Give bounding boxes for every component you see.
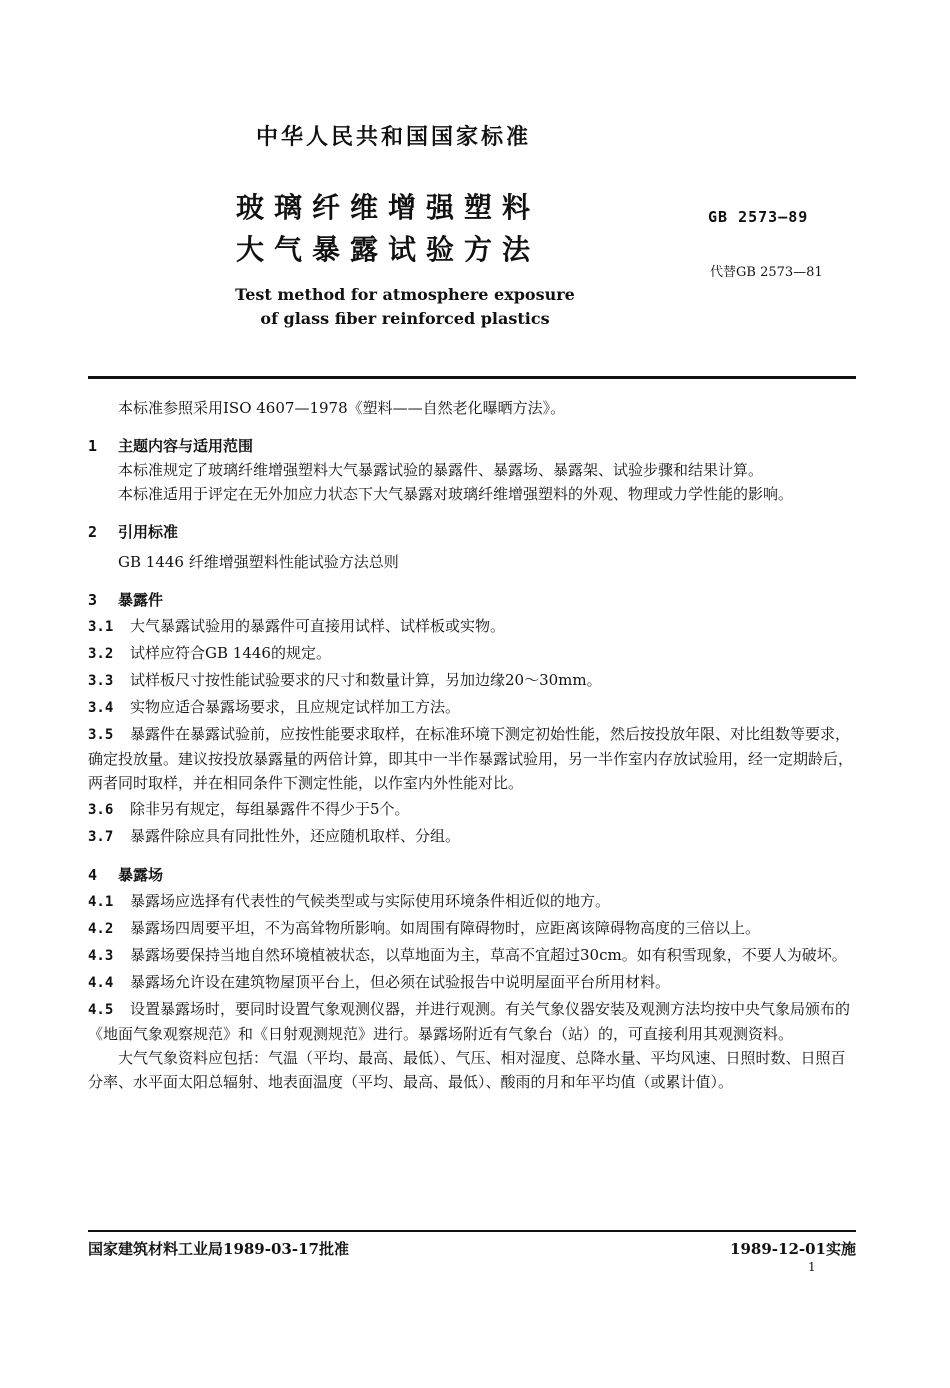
clause-4-2	[88, 916, 856, 941]
clause-text: 设置暴露场时，要同时设置气象观测仪器，并进行观测。有关气象仪器安装及观测方法均按中央气象局颁布的《地面气象观察规范》和《日射观测规范》进行。暴露场附近有气象台（站）的，可直接利用其观测资料。	[88, 1000, 851, 1043]
section-2-heading	[88, 520, 856, 544]
section-3-heading	[88, 588, 856, 612]
section-number: 4	[88, 866, 98, 884]
section-number: 2	[88, 523, 98, 541]
clause-text: 暴露场允许设在建筑物屋顶平台上，但必须在试验报告中说明屋面平台所用材料。	[130, 973, 671, 991]
referenced-standard: GB 1446 纤维增强塑料性能试验方法总则	[118, 553, 399, 571]
section-title: 主题内容与适用范围	[118, 437, 254, 455]
clause-number: 3.4	[88, 700, 114, 716]
clause-3-1	[88, 614, 856, 639]
clause-number: 3.7	[88, 829, 114, 845]
footer-divider	[88, 1230, 856, 1232]
clause-4-5	[88, 997, 856, 1046]
header-divider	[88, 376, 856, 379]
section-4-heading	[88, 863, 856, 887]
clause-text: 试样板尺寸按性能试验要求的尺寸和数量计算，另加边缘20～30mm。	[130, 671, 602, 689]
clause-text: 暴露件除应具有同批性外，还应随机取样、分组。	[130, 827, 461, 845]
clause-number: 3.3	[88, 673, 114, 689]
section-1-paragraph-2: 本标准适用于评定在无外加应力状态下大气暴露对玻璃纤维增强塑料的外观、物理或力学性能的影响。	[118, 485, 794, 503]
clause-text: 暴露场应选择有代表性的气候类型或与实际使用环境条件相近似的地方。	[130, 892, 611, 910]
title-en-line1: Test method for atmosphere exposure	[235, 285, 575, 304]
section-number: 1	[88, 437, 98, 455]
clause-4-1	[88, 889, 856, 914]
clause-text: 实物应适合暴露场要求，且应规定试样加工方法。	[130, 698, 461, 716]
clause-3-4	[88, 695, 856, 720]
clause-number: 3.1	[88, 619, 114, 635]
clause-number: 4.3	[88, 948, 114, 964]
national-standard-heading: 中华人民共和国国家标准	[256, 124, 532, 150]
section-title: 暴露场	[118, 866, 164, 884]
clause-3-2	[88, 641, 856, 666]
clause-3-7	[88, 824, 856, 849]
section-1-paragraph-1: 本标准规定了玻璃纤维增强塑料大气暴露试验的暴露件、暴露场、暴露架、试验步骤和结果计算。	[118, 461, 764, 479]
clause-3-6	[88, 797, 856, 822]
clause-number: 4.4	[88, 975, 114, 991]
clause-text: 试样应符合GB 1446的规定。	[130, 644, 331, 662]
clause-text: 大气暴露试验用的暴露件可直接用试样、试样板或实物。	[130, 617, 506, 635]
clause-text: 暴露件在暴露试验前，应按性能要求取样，在标准环境下测定初始性能，然后按投放年限、对比组数等要求，确定投放量。建议按投放暴露量的两倍计算，即其中一半作暴露试验用，另一半作室内存放试验用，经一定期龄后，两者同时取样，并在相同条件下测定性能，以作室内外性能对比。	[88, 725, 854, 792]
clause-4-3	[88, 943, 856, 968]
clause-number: 3.5	[88, 727, 114, 743]
title-cn-line2: 大气暴露试验方法	[236, 233, 541, 266]
document-body	[88, 396, 856, 1094]
section-title: 引用标准	[118, 523, 179, 541]
section-1-heading	[88, 434, 856, 458]
section-number: 3	[88, 591, 98, 609]
replaces-standard: 代替GB 2573—81	[710, 265, 823, 280]
clause-number: 4.5	[88, 1002, 114, 1018]
clause-text: 暴露场四周要平坦，不为高耸物所影响。如周围有障碍物时，应距离该障碍物高度的三倍以上。	[130, 919, 761, 937]
clause-number: 4.2	[88, 921, 114, 937]
standard-number: GB 2573—89	[708, 208, 809, 226]
clause-number: 3.2	[88, 646, 114, 662]
clause-4-4	[88, 970, 856, 995]
intro-paragraph: 本标准参照采用ISO 4607—1978《塑料——自然老化曝晒方法》。	[118, 399, 566, 417]
clause-3-5	[88, 722, 856, 795]
clause-3-3	[88, 668, 856, 693]
title-cn-line1: 玻璃纤维增强塑料	[236, 191, 541, 224]
weather-data-paragraph: 大气气象资料应包括：气温（平均、最高、最低）、气压、相对湿度、总降水量、平均风速、日照时数、日照百分率、水平面太阳总辐射、地表面温度（平均、最高、最低）、酸雨的月和年平均值（或累计值）。	[88, 1049, 846, 1091]
clause-text: 除非另有规定，每组暴露件不得少于5个。	[130, 800, 410, 818]
title-en-line2: of glass fiber reinforced plastics	[260, 309, 550, 328]
clause-text: 暴露场要保持当地自然环境植被状态，以草地面为主，草高不宜超过30cm。如有积雪现象，不要人为破坏。	[130, 946, 847, 964]
effective-date: 1989-12-01实施	[730, 1240, 856, 1258]
clause-number: 4.1	[88, 894, 114, 910]
page-number: 1	[808, 1260, 816, 1274]
approval-line: 国家建筑材料工业局1989-03-17批准	[88, 1240, 349, 1258]
clause-number: 3.6	[88, 802, 114, 818]
section-title: 暴露件	[118, 591, 164, 609]
